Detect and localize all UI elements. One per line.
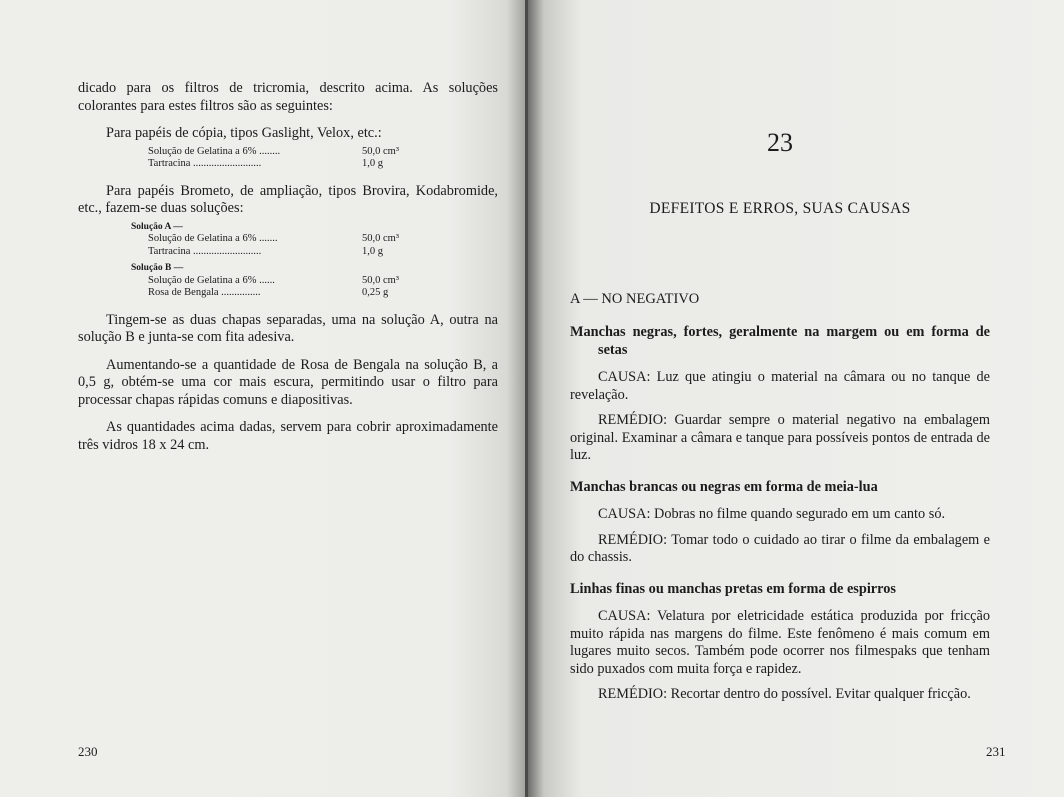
ingredient-name: Tartracina .......................... (148, 245, 262, 257)
defect-entry (570, 324, 990, 465)
ingredient-name: Tartracina .......................... (148, 158, 262, 169)
ingredient-name: Solução de Gelatina a 6% ........ (148, 145, 281, 157)
section-title: A — NO NEGATIVO (570, 291, 700, 307)
left-page-text (78, 80, 498, 464)
ingredient-amount: 50,0 cm³ (362, 145, 399, 157)
ingredient-name: Rosa de Bengala ............... (148, 287, 261, 298)
paragraph: dicado para os filtros de tricromia, descrito acima. As soluções colorantes para estes filtros são as seguintes: (78, 80, 498, 114)
defect-heading: Manchas negras, fortes, geralmente na margem ou em forma de setas (570, 324, 990, 358)
defect-cause: CAUSA: Luz que atingiu o material na câmara ou no tanque de revelação. (570, 369, 990, 403)
defect-cause: CAUSA: Dobras no filme quando segurado em um canto só. (598, 506, 946, 522)
chapter-number: 23 (767, 128, 793, 157)
paragraph: Tingem-se as duas chapas separadas, uma na solução A, outra na solução B e junta-se com fita adesiva. (78, 311, 498, 345)
paragraph: Para papéis Brometo, de ampliação, tipos Brovira, Kodabromide, etc., fazem-se duas soluções: (78, 182, 498, 216)
ingredient-amount: 1,0 g (362, 158, 383, 169)
defect-entry (570, 479, 990, 567)
ingredient-name: Solução de Gelatina a 6% ...... (148, 274, 275, 286)
recipe-row (148, 158, 428, 171)
page-number-left: 230 (78, 744, 98, 759)
defect-entry (570, 581, 990, 704)
defects-list (570, 324, 990, 718)
right-page (528, 0, 1064, 797)
recipe-row (148, 146, 428, 159)
recipe-list (148, 146, 428, 171)
defect-remedy: REMÉDIO: Guardar sempre o material negativo na embalagem original. Examinar a câmara e tanque para possíveis pontos de entrada de luz. (570, 412, 990, 463)
defect-cause: CAUSA: Velatura por eletricidade estática produzida por fricção muito rápida nas margens do filme. Este fenômeno é mais comum em lugares muito secos. Também pode ocorrer nos filmespaks que tenham sido puxados com muita força e rapidez. (570, 608, 990, 677)
ingredient-amount: 1,0 g (362, 245, 383, 257)
defect-heading: Linhas finas ou manchas pretas em forma de espirros (570, 580, 896, 597)
ingredient-amount: 50,0 cm³ (362, 274, 399, 286)
recipe-list (131, 221, 428, 300)
solution-heading: Solução B — (131, 263, 184, 273)
left-page (0, 0, 528, 797)
ingredient-name: Solução de Gelatina a 6% ....... (148, 233, 278, 244)
recipe-row (148, 287, 428, 300)
recipe-row (148, 246, 428, 259)
recipe-row (148, 275, 428, 288)
recipe-row (148, 233, 428, 246)
ingredient-amount: 0,25 g (362, 287, 389, 298)
paragraph: As quantidades acima dadas, servem para cobrir aproximadamente três vidros 18 x 24 cm. (78, 419, 498, 453)
page-number-right: 231 (986, 744, 1006, 759)
defect-remedy: REMÉDIO: Tomar todo o cuidado ao tirar o filme da embalagem e do chassis. (570, 531, 990, 565)
chapter-title: DEFEITOS E ERROS, SUAS CAUSAS (649, 200, 911, 217)
ingredient-amount: 50,0 cm³ (362, 233, 399, 244)
solution-heading: Solução A — (131, 221, 183, 232)
paragraph: Aumentando-se a quantidade de Rosa de Bengala na solução B, a 0,5 g, obtém-se uma cor mais escura, permitindo usar o filtro para processar chapas rápidas comuns e diapositivas. (78, 356, 498, 408)
paragraph: Para papéis de cópia, tipos Gaslight, Velox, etc.: (106, 125, 382, 141)
defect-remedy: REMÉDIO: Recortar dentro do possível. Evitar qualquer fricção. (598, 686, 971, 702)
defect-heading: Manchas brancas ou negras em forma de meia-lua (570, 478, 878, 495)
